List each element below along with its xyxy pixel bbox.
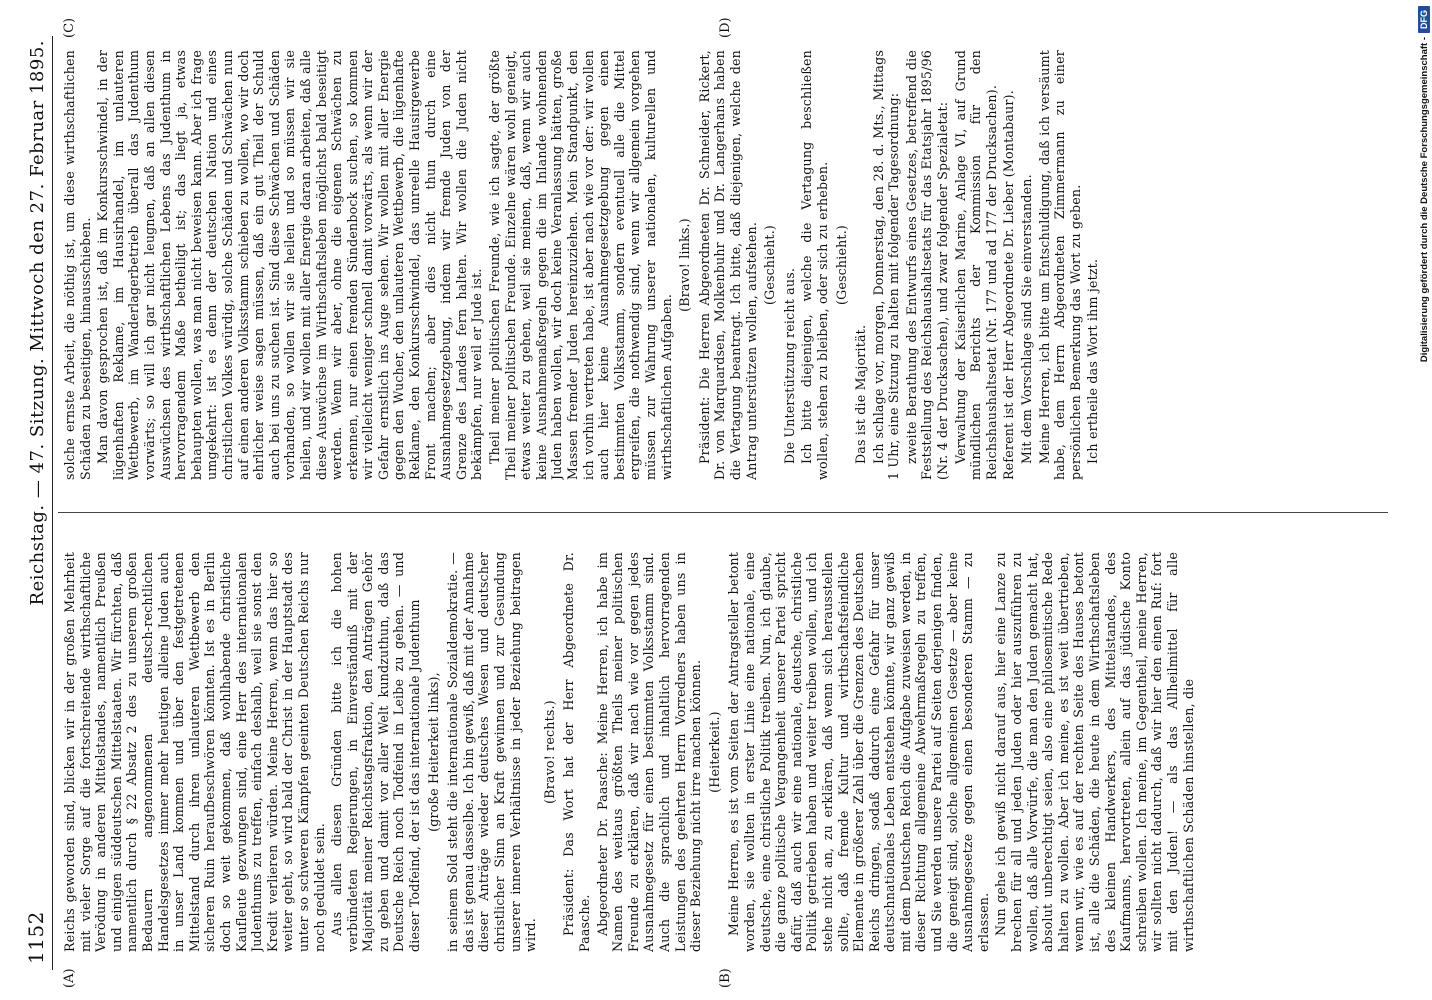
paragraph: Ich ertheile das Wort ihm jetzt. [1085, 258, 1101, 464]
interjection: (Bravo! rechts.) [541, 700, 557, 804]
left-column [62, 552, 1382, 952]
paragraph: Das ist die Majorität. [853, 324, 869, 464]
margin-marker-c: (C) [62, 17, 77, 38]
interjection: (Geschieht.) [762, 224, 778, 306]
paragraph: Die Unterstützung reicht aus. [781, 267, 797, 464]
page-number: 1152 [24, 911, 48, 964]
paragraph: Aus allen diesen Gründen bitte ich die hohen verbündeten Regierungen, in Einverständniß mit der Majorität meiner Reichstagsfraktion, den Anträgen Gehör zu geben und damit vor aller Welt kundzuthun, daß das Deutsche Reich noch Todfeind in Leibe zu gehen. — und dieser Todfeind, der ist das internationale Judenthum [329, 552, 423, 952]
margin-marker-d: (D) [718, 17, 733, 38]
margin-marker-b: (B) [718, 968, 733, 988]
header-rule [52, 36, 53, 970]
watermark-text: Digitalisierung gefördert durch die Deutsche Forschungsgemeinschaft - [1418, 37, 1430, 363]
interjection: (große Heiterkeit links), [425, 672, 441, 832]
paragraph: Nun gehe ich gewiß nicht darauf aus, hier eine Lanze zu brechen für all und jeden Juden oder hier auszuführen zu wollen, daß alle Vorwürfe, die man den Juden gemacht hat, absolut unberechtigt seien, also eine philosemitische Rede halten zu wollen. Aber ich meine, es ist weit übertrieben, wenn wir, wie es auf der rechten Seite des Hauses betont ist, alle die Schäden, die heute in dem Wirthschaftsleben des kleinen Handwerkers, des Mittelstandes, des Kaufmanns, hervortreten, allein auf das jüdische Konto schreiben wollen. Ich meine, im Gegentheil, meine Herren, wir sollten nicht dadurch, daß wir hier den einen Ruf: fort mit den Juden! — als das Allheilmittel für alle wirthschaftlichen Schäden hinstellen, die [993, 552, 1196, 952]
paragraph: Mit dem Vorschlage sind Sie einverstanden. [1019, 174, 1035, 464]
dfg-watermark [1416, 6, 1432, 996]
speaker-paragraph: Abgeordneter Dr. Paasche: Meine Herren, ich habe im Namen des weitaus größten Theils meiner politischen Freunde zu erklären, daß wir nach wie vor gegen jedes Ausnahmegesetz für einen bestimmten Volksstamm sind. Auch die sprachlich und inhaltlich hervorragenden Leistungen des geehrten Herrn Vorredners haben uns in dieser Beziehung nicht irre machen können. [594, 552, 704, 952]
speaker-paragraph: Präsident: Die Herren Abgeordneten Dr. Schneider, Rickert, Dr. von Marquardsen, Molkenbuhr und Dr. Langerhans haben die Vertagung beantragt. Ich bitte, daß diejenigen, welche den Antrag unterstützen wollen, aufstehen. [696, 50, 759, 480]
paragraph: Man davon gesprochen ist, daß im Konkursschwindel, in der lügenhaften Reklame, im Hausirhandel, im unlauteren Wettbewerb, im Wanderlagerbetrieb überall das Judenthum vorwärts; so will ich gar nicht leugnen, daß an allen diesen Auswüchsen des wirthschaftlichen Lebens das Judenthum in hervorragendem Maße betheiligt ist; das liegt ja, etwas behaupten wollen, was man nicht beweisen kann. Aber ich frage umgekehrt: ist es denn der deutschen Nation und eines christlichen Volkes würdig, solche Schäden und Schwächen nun auf einen anderen Volksstamm schieben zu wollen, wo wir doch ehrlicher weise sagen müssen, daß ein gut Theil der Schuld auch bei uns zu suchen ist. Sind diese Schwächen und Schäden vorhanden, so wollen wir sie heilen und so müssen wir sie heilen, und wir wollen mit aller Energie daran arbeiten, daß alle diese Auswüchse im Wirthschaftsleben möglichst bald beseitigt werden. Wenn wir aber, ohne die eigenen Schwächen zu erkennen, nur einen fremden Sündenbock suchen, so kommen wir vielleicht weniger schnell damit vorwärts, als wenn wir der Gefahr ernstlich ins Auge sehen. Wir wollen mit aller Energie gegen den Wucher, den unlauteren Wettbewerb, die lügenhafte Reklame, den Konkursschwindel, das unreelle Hausirgewerbe Front machen; aber dies nicht thun durch eine Ausnahmegesetzgebung, indem wir fremde Juden von der Grenze des Landes fern halten. Wir wollen die Juden nicht bekämpfen, nur weil er Jude ist. [95, 50, 485, 480]
column-divider [58, 512, 1388, 513]
paragraph: Meine Herren, ich bitte um Entschuldigung, daß ich versäumt habe, dem Herrn Abgeordneten Zimmermann zu einer persönlichen Bemerkung das Wort zu geben. [1036, 50, 1083, 480]
agenda-item: zweite Berathung des Entwurfs eines Gesetzes, betreffend die Feststellung des Reichshaushaltsetats für das Etatsjahr 1895/96 (Nr. 4 der Drucksachen), und zwar folgender Spezialetat: [903, 50, 951, 480]
agenda-item: Verwaltung der Kaiserlichen Marine, Anlage VI, auf Grund mündlichen Berichts der Kommission für den Reichshaushaltsetat (Nr. 177 und ad 177 der Drucksachen). [952, 50, 999, 480]
paragraph: solche ernste Arbeit, die nöthig ist, um diese wirthschaftlichen Schäden zu beseitigen, hinausschieben. [62, 50, 93, 480]
dfg-logo: DFG [1418, 6, 1430, 33]
paragraph: Ich bitte diejenigen, welche die Vertagung beschließen wollen, stehen zu bleiben, oder sich zu erheben. [799, 50, 830, 480]
paragraph: Meine Herren, es ist vom Seiten der Antragsteller betont worden, sie wollten in erster Linie eine nationale, eine deutsche, eine christliche Politik treiben. Nun, ich glaube, die ganze politische Vergangenheit unserer Partei spricht dafür, daß auch wir eine nationale, deutsche, christliche Politik getrieben haben und weiter treiben wollen, und ich stehe nicht an, zu erklären, daß wenn sich herausstellen sollte, daß fremde Kultur und wirthschaftsfeindliche Elemente in größerer Zahl über die Grenzen des Deutschen Reichs dringen, sodaß dadurch eine Gefahr für unser deutschnationales Leben entstehen könnte, wir ganz gewiß mit dem Deutschen Reich die Aufgabe zuweisen werden, in dieser Richtung allgemeine Abwehrmaßregeln zu treffen, und Sie werden unsere Partei auf Seiten derjenigen finden, die geneigt sind, solche allgemeinen Gesetze — aber keine Ausnahmegesetze gegen einen besonderen Stamm — zu erlassen. [726, 552, 991, 952]
interjection: (Geschieht.) [833, 224, 849, 306]
speaker-paragraph: Präsident: Das Wort hat der Herr Abgeordnete Dr. Paasche. [561, 552, 592, 952]
paragraph: Reichs geworden sind, blicken wir in der großen Mehrheit mit vieler Sorge auf die fortschreitende wirthschaftliche Verödung in anderen Mittelstandes, namentlich Preußen und einigen süddeutschen Mittelstaaten. Wir fürchten, daß namentlich durch § 22 Absatz 2 des zu unserem großen Bedauern angenommenen deutsch-rechtlichen Handelsgesetzes immer mehr heutigen alleine Juden auch in unser Land kommen und über den festgetretenen Mittelstand durch ihren unlauteren Wettbewerb den sicheren Ruin heraufbeschwören könnten. Ist es in Berlin doch so weit gekommen, daß wohlhabende christliche Kaufleute gezwungen sind, eine Herr des internationalen Judenthums zu treffen, einfach deshalb, weil sie sonst den Kredit verlieren würden. Meine Herren, wenn das hier so weiter geht, so wird bald der Christ in der Hauptstadt des unter so schweren Kämpfen geeinten Deutschen Reichs nur noch geduldet sein. [62, 552, 327, 952]
paragraph: Theil meiner politischen Freunde, wie ich sagte, der größte Theil meiner politischen Freunde. Einzelne wären wohl geneigt, etwas weiter zu gehen, weil sie meinen, daß, wenn wir auch keine Ausnahmemaßregeln gegen die im Inlande wohnenden Juden haben wollen, wir doch keine Veranlassung hätten, große Massen fremder Juden hereinzuziehen. Mein Standpunkt, den ich vorhin vertreten habe, ist aber nach wie vor der: wir wollen auch hier keine Ausnahmegesetzgebung gegen einen bestimmten Volksstamm, sondern eventuell alle die Mittel ergreifen, die nothwendig sind, wenn wir allgemein vorgehen müssen zur Wahrung unserer nationalen, kulturellen und wirthschaftlichen Aufgaben. [487, 50, 674, 480]
interjection: (Bravo! links.) [677, 218, 693, 312]
page-title: Reichstag. — 47. Sitzung. Mittwoch den 27. Februar 1895. [27, 40, 48, 606]
interjection: (Heiterkeit.) [706, 711, 722, 793]
paragraph: Referent ist der Herr Abgeordnete Dr. Lieber (Montabaur). [1001, 90, 1017, 480]
paragraph: in seinem Sold steht die internationale Sozialdemokratie. — das ist genau dasselbe. Ich bin gewiß, daß mit der Annahme dieser Anträge wieder deutsches Wesen und deutscher christlicher Sinn an Kraft gewinnen und zur Gesundung unserer inneren Verhältnisse in jeder Beziehung beitragen wird. [445, 552, 539, 952]
page-header [14, 40, 48, 964]
right-column [62, 50, 1382, 480]
margin-marker-a: (A) [62, 968, 77, 988]
paragraph: Ich schlage vor, morgen, Donnerstag, den 28. d. Mts., Mittags 1 Uhr, eine Sitzung zu halten mit folgender Tagesordnung: [870, 50, 902, 480]
